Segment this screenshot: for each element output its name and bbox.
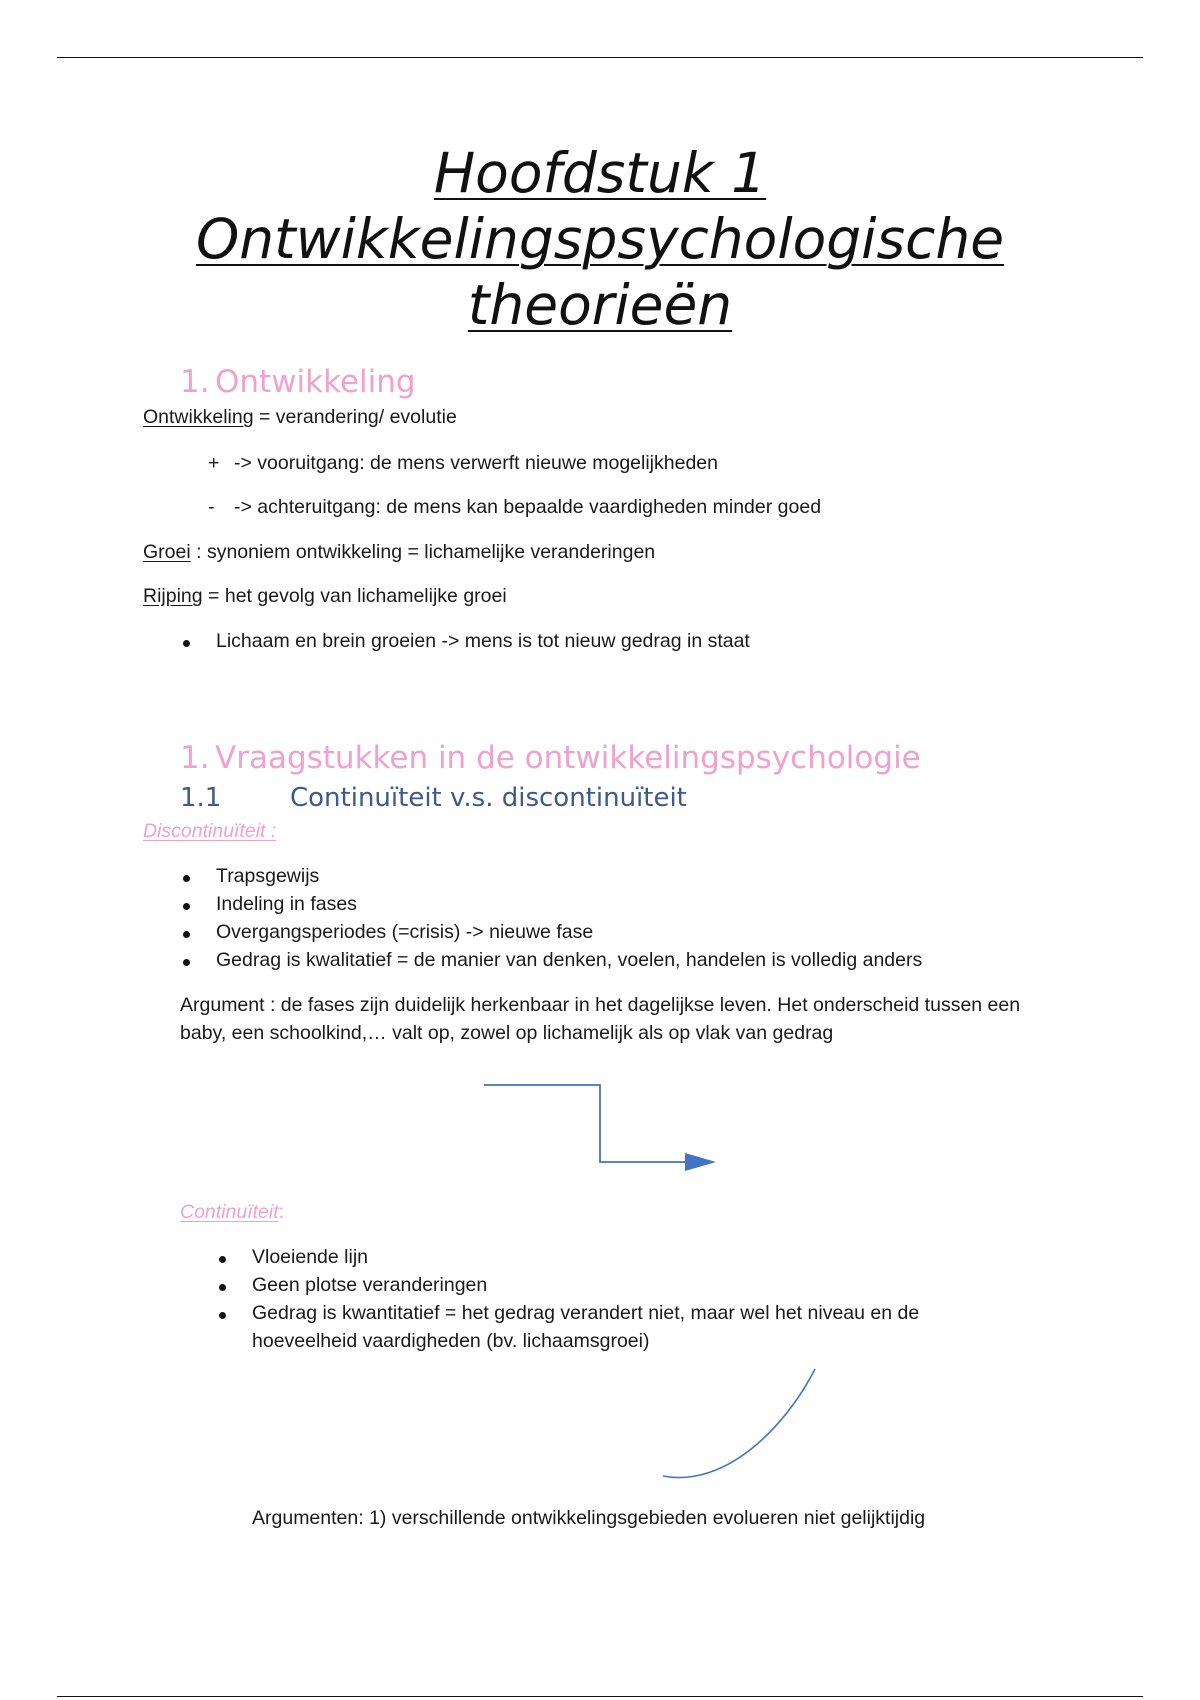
- bullet-dot: [183, 640, 190, 647]
- continuiteit-colon: :: [278, 1201, 285, 1223]
- header-rule: [57, 57, 1143, 58]
- list-item-text: Geen plotse veranderingen: [252, 1274, 488, 1296]
- plus-item: [208, 452, 718, 475]
- minus-item-text: -> achteruitgang: de mens kan bepaalde vaardigheden minder goed: [234, 496, 822, 518]
- argumenten-text: Argumenten: 1) verschillende ontwikkelingsgebieden evolueren niet gelijktijdig: [252, 1507, 926, 1529]
- arrow-head: [685, 1153, 716, 1171]
- list-item-text: Indeling in fases: [216, 893, 357, 915]
- bullet-dot: [219, 1284, 226, 1291]
- bullet-dot: [183, 931, 190, 938]
- list-item: [216, 865, 319, 888]
- curve-line-icon: [655, 1363, 825, 1483]
- definition-rijping: [143, 585, 507, 608]
- section-heading-vraagstukken: [180, 740, 921, 776]
- list-item: [216, 921, 593, 944]
- curve-path: [663, 1369, 815, 1478]
- continuiteit-heading: [180, 1201, 284, 1224]
- plus-item-text: -> vooruitgang: de mens verwerft nieuwe mogelijkheden: [234, 452, 718, 474]
- groei-text: : synoniem ontwikkeling = lichamelijke veranderingen: [190, 541, 656, 563]
- title-line-2: Ontwikkelingspsychologische: [195, 207, 1005, 271]
- discontinuiteit-label: Discontinuïteit :: [143, 820, 277, 842]
- footer-rule: [57, 1696, 1143, 1697]
- list-item: [252, 1302, 919, 1325]
- minus-item: [208, 496, 821, 519]
- plus-symbol: +: [208, 452, 220, 474]
- step-line: [484, 1085, 685, 1162]
- section-number: 1.: [180, 740, 210, 776]
- section-heading-text: Vraagstukken in de ontwikkelingspsychologie: [215, 740, 921, 776]
- list-item: [216, 893, 357, 916]
- argument-line-1: Argument : de fases zijn duidelijk herkenbaar in het dagelijkse leven. Het onderscheid tussen een: [180, 994, 1021, 1016]
- list-item: [216, 630, 750, 653]
- definition-groei: [143, 541, 655, 564]
- list-item-text: Gedrag is kwantitatief = het gedrag verandert niet, maar wel het niveau en de: [252, 1302, 920, 1324]
- section-number: 1.: [180, 364, 210, 400]
- bullet-dot: [219, 1312, 226, 1319]
- bullet-dot: [183, 875, 190, 882]
- bullet-dot: [183, 959, 190, 966]
- list-item-text: Vloeiende lijn: [252, 1246, 369, 1268]
- rijping-text: = het gevolg van lichamelijke groei: [202, 585, 507, 607]
- argument-paragraph: [180, 991, 1060, 1047]
- list-item-text: Gedrag is kwalitatief = de manier van denken, voelen, handelen is volledig anders: [216, 949, 923, 971]
- subsection-number: 1.1: [180, 783, 222, 813]
- list-item-text: Overgangsperiodes (=crisis) -> nieuwe fase: [216, 921, 594, 943]
- continuiteit-label: Continuïteit: [180, 1201, 279, 1223]
- list-item: [252, 1246, 368, 1269]
- list-item-text: Lichaam en brein groeien -> mens is tot nieuw gedrag in staat: [216, 630, 750, 652]
- term-groei: Groei: [143, 541, 191, 563]
- term-rijping: Rijping: [143, 585, 203, 607]
- argument-line-2: baby, een schoolkind,… valt op, zowel op lichamelijk als op vlak van gedrag: [180, 1022, 834, 1044]
- list-item-continuation: [252, 1330, 649, 1353]
- subsection-heading: [180, 783, 687, 813]
- list-item: [252, 1274, 487, 1297]
- bullet-dot: [183, 903, 190, 910]
- subsection-heading-text: Continuïteit v.s. discontinuïteit: [290, 783, 687, 813]
- term-ontwikkeling: Ontwikkeling: [143, 406, 254, 428]
- title-line-1: Hoofdstuk 1: [433, 141, 767, 205]
- step-arrow-icon: [480, 1078, 720, 1178]
- list-item-text: Trapsgewijs: [216, 865, 320, 887]
- definition-ontwikkeling: [143, 406, 457, 429]
- page-title: [0, 140, 1200, 338]
- bullet-dot: [219, 1256, 226, 1263]
- section-heading-text: Ontwikkeling: [215, 364, 416, 400]
- definition-text: = verandering/ evolutie: [253, 406, 457, 428]
- section-heading-ontwikkeling: [180, 364, 416, 400]
- list-item: [216, 949, 922, 972]
- title-line-3: theorieën: [467, 273, 733, 337]
- list-item-text: hoeveelheid vaardigheden (bv. lichaamsgroei): [252, 1330, 650, 1352]
- minus-symbol: -: [208, 496, 215, 518]
